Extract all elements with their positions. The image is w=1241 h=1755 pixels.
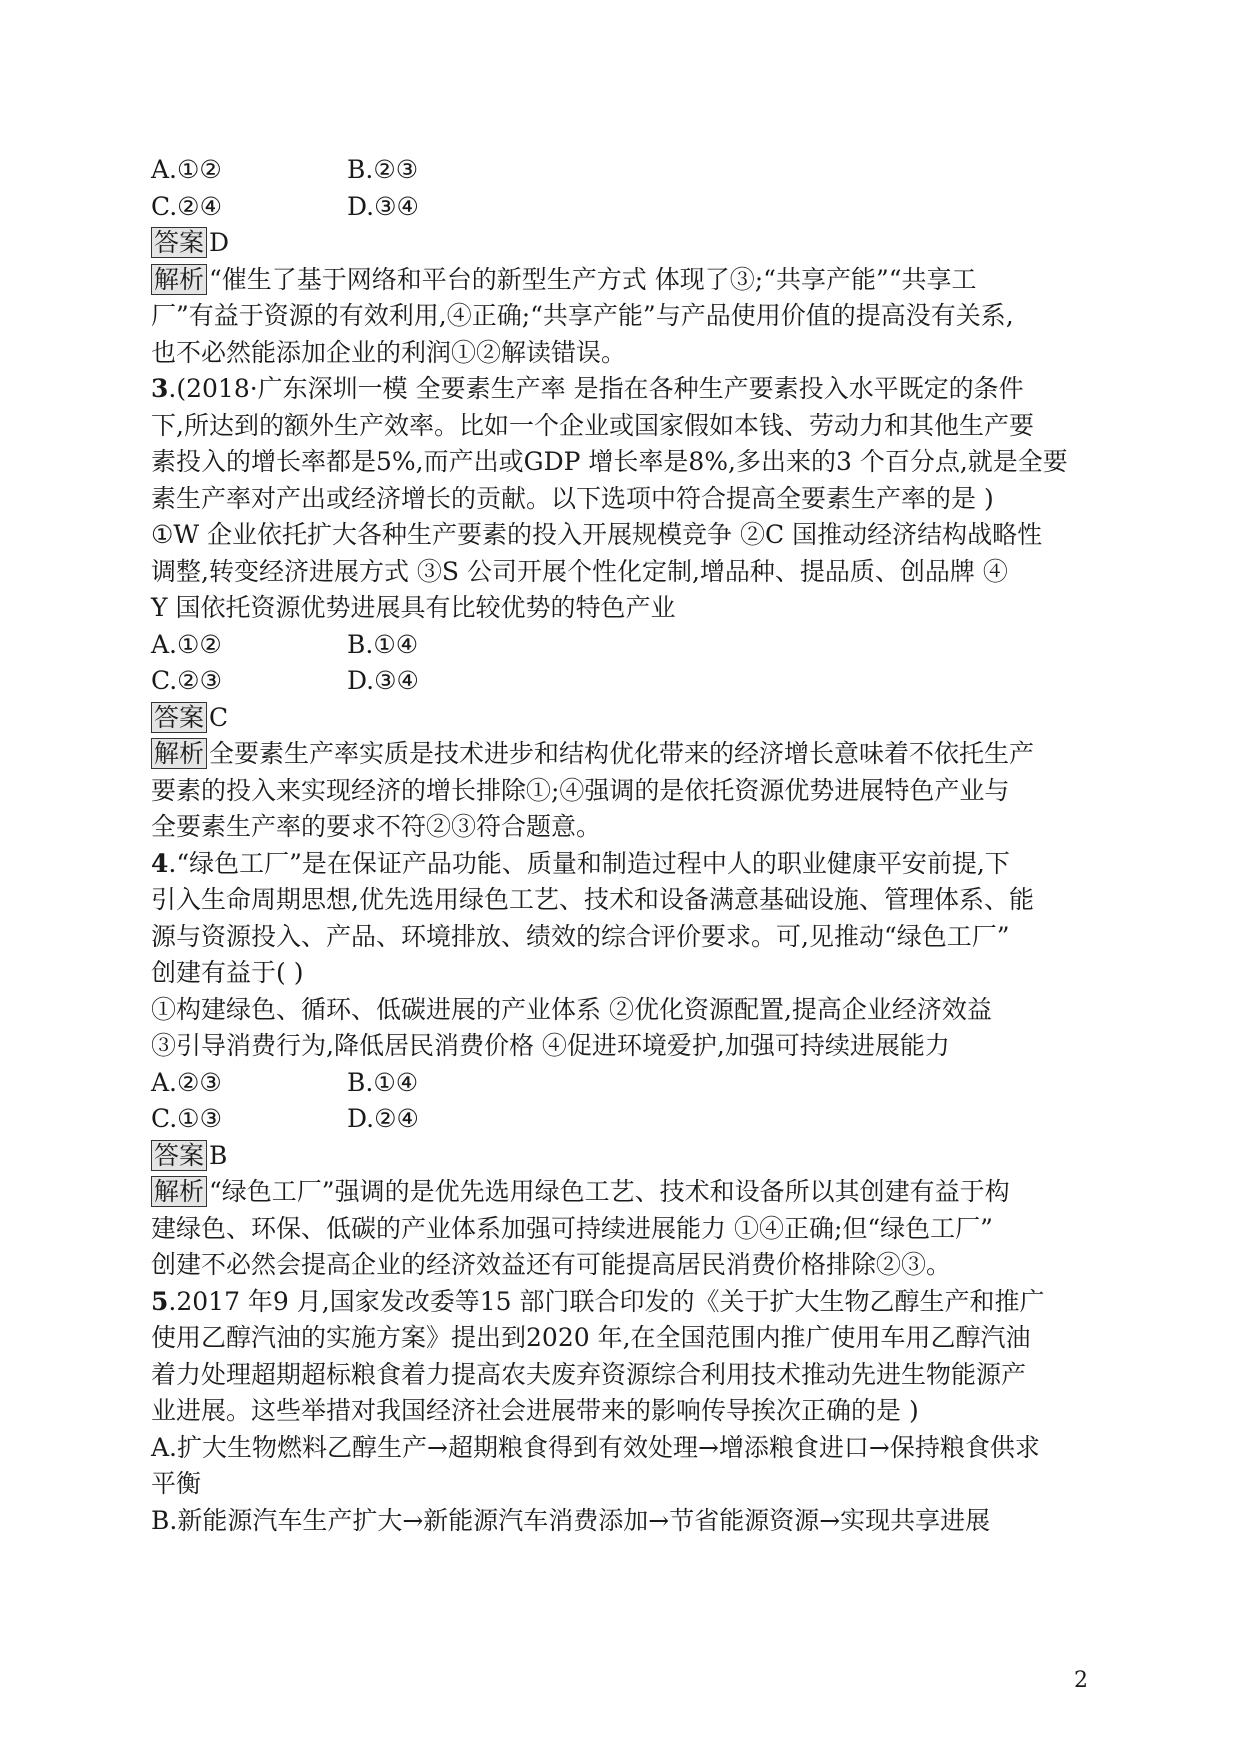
q4-stem-text: .“绿色工厂”是在保证产品功能、质量和制造过程中人的职业健康平安前提,下 <box>168 848 1010 878</box>
q5-stem-text: .2017 年9 月,国家发改委等15 部门联合印发的《关于扩大生物乙醇生产和推广 <box>168 1286 1045 1316</box>
answer-tag: 答案 <box>151 702 207 733</box>
answer-tag: 答案 <box>151 1140 207 1171</box>
q3-stem-text: .(2018·广东深圳一模 全要素生产率 是指在各种生产要素投入水平既定的条件 <box>168 374 1024 403</box>
q2-option-a: A.①② <box>151 155 222 184</box>
q4-option-b: B.①④ <box>347 1067 419 1097</box>
q3-options-row-2 <box>151 663 1111 700</box>
q2-analysis-line-3: 也不必然能添加企业的利润①②解读错误。 <box>151 337 627 367</box>
q3-stem-line-2: 下,所达到的额外生产效率。比如一个企业或国家假如本钱、劳动力和其他生产要 <box>151 410 1034 440</box>
q3-option-a: A.①② <box>151 629 222 659</box>
q4-stem-line-4: 创建有益于( ) <box>151 958 304 987</box>
q4-option-a: A.②③ <box>151 1067 222 1097</box>
document-page <box>151 152 1111 1539</box>
q4-option-c: C.①③ <box>151 1104 223 1133</box>
q5-number: 5 <box>151 1286 169 1316</box>
q5-stem-line-4: 业进展。这些举措对我国经济社会进展带来的影响传导挨次正确的是 ) <box>151 1396 919 1425</box>
analysis-text: “催生了基于网络和平台的新型生产方式 体现了③;“共享产能”“共享工 <box>209 264 977 294</box>
answer-value: B <box>209 1140 228 1170</box>
q2-options-row-1 <box>151 152 1111 189</box>
q2-option-c: C.②④ <box>151 191 223 221</box>
q3-answer <box>151 700 1111 737</box>
q2-option-d: D.③④ <box>347 191 419 221</box>
q2-analysis-line-2: 厂”有益于资源的有效利用,④正确;“共享产能”与产品使用价值的提高没有关系, <box>151 301 1014 330</box>
q3-number: 3 <box>151 374 169 403</box>
answer-value: C <box>209 702 229 732</box>
q5-stem-line-2: 使用乙醇汽油的实施方案》提出到2020 年,在全国范围内推广使用车用乙醇汽油 <box>151 1323 1031 1352</box>
q3-stem-line-5: ①W 企业依托扩大各种生产要素的投入开展规模竞争 ②C 国推动经济结构战略性 <box>151 520 1043 549</box>
q5-option-a-line-1: A.扩大生物燃料乙醇生产→超期粮食得到有效处理→增添粮食进口→保持粮食供求 <box>151 1432 1040 1462</box>
q4-analysis-line-1 <box>151 1174 1111 1211</box>
q3-option-c: C.②③ <box>151 666 223 695</box>
q4-options-row-1 <box>151 1065 1111 1102</box>
q4-stem-line-1 <box>151 846 1111 883</box>
analysis-text: “绿色工厂”强调的是优先选用绿色工艺、技术和设备所以其创建有益于构 <box>209 1177 1010 1206</box>
q3-stem-line-7: Y 国依托资源优势进展具有比较优势的特色产业 <box>151 593 676 622</box>
q4-options-row-2 <box>151 1101 1111 1138</box>
q2-options-row-2 <box>151 189 1111 226</box>
q3-analysis-line-1 <box>151 736 1111 773</box>
q4-stem-line-5: ①构建绿色、循环、低碳进展的产业体系 ②优化资源配置,提高企业经济效益 <box>151 994 992 1024</box>
q5-stem-line-3: 着力处理超期超标粮食着力提高农夫废弃资源综合利用技术推动先进生物能源产 <box>151 1359 1027 1389</box>
q4-answer <box>151 1138 1111 1175</box>
q3-stem-line-4: 素生产率对产出或经济增长的贡献。以下选项中符合提高全要素生产率的是 ) <box>151 483 994 513</box>
answer-tag: 答案 <box>151 227 207 258</box>
q4-analysis-line-3: 创建不必然会提高企业的经济效益还有可能提高居民消费价格排除②③。 <box>151 1250 952 1279</box>
q4-stem-line-2: 引入生命周期思想,优先选用绿色工艺、技术和设备满意基础设施、管理体系、能 <box>151 885 1034 914</box>
q3-stem-line-1 <box>151 371 1111 408</box>
q2-answer <box>151 225 1111 262</box>
analysis-text: 全要素生产率实质是技术进步和结构优化带来的经济增长意味着不依托生产 <box>209 739 1035 768</box>
q5-option-a-line-2: 平衡 <box>151 1469 202 1498</box>
q3-stem-line-3: 素投入的增长率都是5%,而产出或GDP 增长率是8%,多出来的3 个百分点,就是全要 <box>151 447 1068 476</box>
q2-analysis-line-1 <box>151 262 1111 299</box>
analysis-tag: 解析 <box>151 264 207 295</box>
q3-analysis-line-2: 要素的投入来实现经济的增长排除①;④强调的是依托资源优势进展特色产业与 <box>151 775 1010 805</box>
q3-analysis-line-3: 全要素生产率的要求不符②③符合题意。 <box>151 812 602 841</box>
analysis-tag: 解析 <box>151 1176 207 1207</box>
q2-option-b: B.②③ <box>347 155 419 184</box>
page-number: 2 <box>1074 1668 1088 1693</box>
q3-option-d: D.③④ <box>347 666 419 695</box>
q4-stem-line-6: ③引导消费行为,降低居民消费价格 ④促进环境爱护,加强可持续进展能力 <box>151 1031 950 1060</box>
q3-options-row-1 <box>151 627 1111 664</box>
q4-analysis-line-2: 建绿色、环保、低碳的产业体系加强可持续进展能力 ①④正确;但“绿色工厂” <box>151 1213 993 1243</box>
q4-stem-line-3: 源与资源投入、产品、环境排放、绩效的综合评价要求。可,见推动“绿色工厂” <box>151 921 1010 951</box>
q4-number: 4 <box>151 848 169 878</box>
analysis-tag: 解析 <box>151 738 207 769</box>
q3-option-b: B.①④ <box>347 629 419 659</box>
q4-option-d: D.②④ <box>347 1104 419 1133</box>
q3-stem-line-6: 调整,转变经济进展方式 ③S 公司开展个性化定制,增品种、提品质、创品牌 ④ <box>151 556 1008 586</box>
answer-value: D <box>209 228 230 257</box>
q5-stem-line-1 <box>151 1284 1111 1321</box>
q5-option-b-line-1: B.新能源汽车生产扩大→新能源汽车消费添加→节省能源资源→实现共享进展 <box>151 1505 991 1535</box>
